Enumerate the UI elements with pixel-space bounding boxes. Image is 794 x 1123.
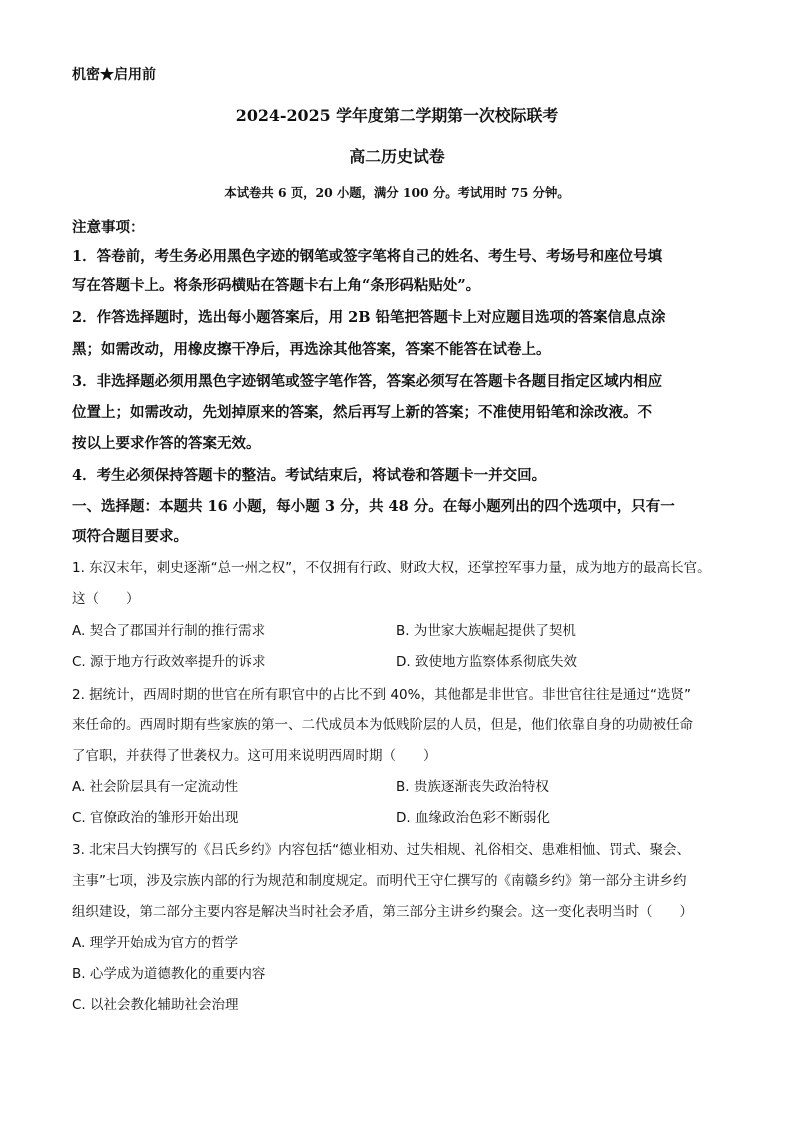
question-2-option-a: A. 社会阶层具有一定流动性 (72, 779, 239, 795)
question-3-text: 组织建设，第二部分主要内容是解决当时社会矛盾，第三部分主讲乡约聚会。这一变化表明当时（ ） (72, 904, 693, 920)
question-1-text: 这（ ） (72, 591, 140, 607)
notice-heading: 注意事项： (72, 219, 145, 236)
question-1-text: 1. 东汉末年，刺史逐渐“总一州之权”，不仅拥有行政、财政大权，还掌控军事力量，成为地方的最高长官。 (72, 560, 711, 576)
question-3-text: 3. 北宋吕大钧撰写的《吕氏乡约》内容包括“德业相劝、过失相规、礼俗相交、患难相恤、罚式、聚会、 (72, 842, 691, 858)
question-2-text: 来任命的。西周时期有些家族的第一、二代成员本为低贱阶层的人员，但是，他们依靠自身的功勋被任命 (72, 717, 693, 733)
question-1-option-a: A. 契合了郡国并行制的推行需求 (72, 623, 266, 639)
notice-line: 1．答卷前，考生务必用黑色字迹的钢笔或签字笔将自己的姓名、考生号、考场号和座位号填 (72, 248, 663, 265)
question-3-text: 主事”七项，涉及宗族内部的行为规范和制度规定。而明代王守仁撰写的《南赣乡约》第一部分主讲乡约 (72, 873, 687, 889)
exam-title: 2024-2025 学年度第二学期第一次校际联考 (235, 106, 559, 125)
question-3-option-b: B. 心学成为道德教化的重要内容 (72, 966, 266, 982)
question-2-text: 2. 据统计，西周时期的世官在所有职官中的占比不到 40%，其他都是非世官。非世官往往是通过“选贤” (72, 687, 691, 703)
question-2-text: 了官职，并获得了世袭权力。这可用来说明西周时期（ ） (72, 748, 437, 764)
question-2-option-d: D. 血缘政治色彩不断弱化 (396, 810, 550, 826)
question-2-option-c: C. 官僚政治的雏形开始出现 (72, 810, 239, 826)
section-heading: 一、选择题：本题共 16 小题，每小题 3 分，共 48 分。在每小题列出的四个选项中，只有一 (72, 498, 675, 515)
question-1-option-d: D. 致使地方监察体系彻底失效 (396, 654, 577, 670)
notice-line: 黑；如需改动，用橡皮擦干净后，再选涂其他答案，答案不能答在试卷上。 (72, 341, 551, 358)
section-heading: 项符合题目要求。 (72, 528, 188, 545)
question-1-option-c: C. 源于地方行政效率提升的诉求 (72, 654, 266, 670)
notice-line: 位置上；如需改动，先划掉原来的答案，然后再写上新的答案；不准使用铅笔和涂改液。不 (72, 404, 652, 421)
question-2-option-b: B. 贵族逐渐丧失政治特权 (396, 779, 549, 795)
notice-line: 写在答题卡上。将条形码横贴在答题卡右上角“条形码粘贴处”。 (72, 277, 481, 294)
notice-line: 3．非选择题必须用黑色字迹钢笔或签字笔作答，答案必须写在答题卡各题目指定区域内相应 (72, 373, 663, 390)
notice-line: 4．考生必须保持答题卡的整洁。考试结束后，将试卷和答题卡一并交回。 (72, 467, 547, 484)
notice-line: 2．作答选择题时，选出每小题答案后，用 2B 铅笔把答题卡上对应题目选项的答案信息点涂 (72, 309, 666, 326)
question-3-option-c: C. 以社会教化辅助社会治理 (72, 997, 239, 1013)
exam-subtitle: 高二历史试卷 (349, 147, 445, 166)
question-1-option-b: B. 为世家大族崛起提供了契机 (396, 623, 576, 639)
secret-label: 机密★启用前 (72, 67, 156, 83)
question-3-option-a: A. 理学开始成为官方的哲学 (72, 935, 239, 951)
notice-line: 按以上要求作答的答案无效。 (72, 435, 261, 452)
exam-meta: 本试卷共 6 页，20 小题，满分 100 分。考试用时 75 分钟。 (224, 185, 570, 200)
